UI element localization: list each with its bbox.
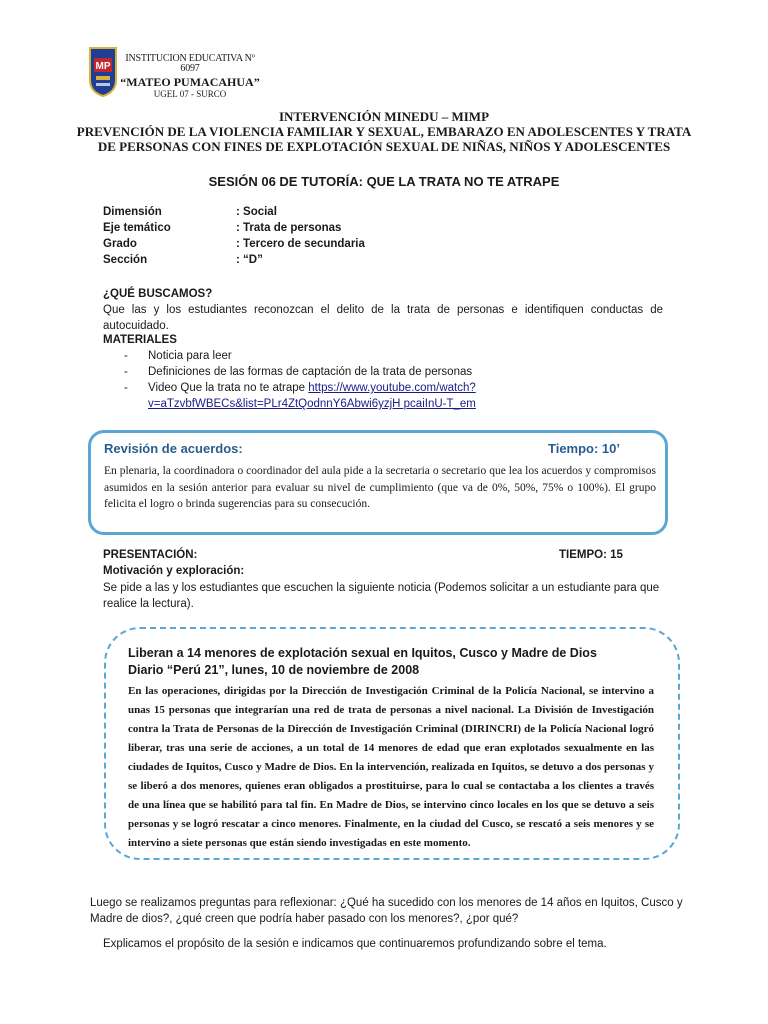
title-line-2: PREVENCIÓN DE LA VIOLENCIA FAMILIAR Y SEXUAL, EMBARAZO EN ADOLESCENTES Y TRATA (76, 124, 692, 139)
reflection-line1: Luego se realizamos preguntas para reflexionar: ¿Qué ha sucedido con los menores de 14 años en Iquitos, Cusco y (90, 897, 683, 909)
info-label-axis: Eje temático (103, 222, 171, 234)
school-line1: INSTITUCION EDUCATIVA Nº 6097 (125, 53, 255, 74)
presentation-sub: Motivación y exploración: (103, 565, 245, 577)
agreements-title: Revisión de acuerdos: (104, 441, 243, 456)
goal-text-line2: autocuidado. (103, 320, 169, 332)
info-label-dimension: Dimensión (103, 206, 162, 218)
material-item-2: Definiciones de las formas de captación de la trata de personas (148, 366, 473, 378)
list-item: - Definiciones de las formas de captación de la trata de personas (124, 366, 473, 378)
logo-letters: MP (95, 61, 111, 72)
school-header (120, 54, 260, 99)
agreements-text: En plenaria, la coordinadora o coordinador del aula pide a la secretaria o secretario que lea los acuerdos y compromisos asumidos en la sesión anterior para evaluar su nivel de cumplimiento (que va de 0%, 50%, 75% o 100%). El grupo felicita el logro o brinda sugerencias para su consecución. (104, 465, 656, 510)
info-label-section: Sección (103, 254, 148, 266)
news-source: Diario “Perú 21”, lunes, 10 de noviembre de 2008 (128, 663, 420, 677)
materials-list (118, 348, 638, 412)
list-item: - Video Que la trata no te atrape https://www.youtube.com/watch? (124, 382, 476, 394)
document-title (60, 109, 708, 154)
reflection-line2: Madre de dios?, ¿qué creen que podría haber pasado con los menores?, ¿por qué? (90, 913, 519, 925)
info-value-section: : “D” (236, 254, 263, 266)
goal-heading: ¿QUÉ BUSCAMOS? (103, 288, 213, 300)
list-item: - Noticia para leer (124, 350, 232, 362)
video-link-part1[interactable]: https://www.youtube.com/watch? (308, 382, 476, 394)
school-logo-icon (88, 46, 118, 98)
title-line-1: INTERVENCIÓN MINEDU – MIMP (278, 109, 490, 124)
info-value-axis: : Trata de personas (236, 222, 342, 234)
materials-heading: MATERIALES (103, 334, 177, 346)
session-title: SESIÓN 06 DE TUTORÍA: QUE LA TRATA NO TE ATRAPE (208, 174, 560, 189)
goal-text-line1: Que las y los estudiantes reconozcan el delito de la trata de personas e identifiquen conductas de (103, 304, 663, 316)
material-item-1: Noticia para leer (148, 350, 232, 362)
title-line-3: DE PERSONAS CON FINES DE EXPLOTACIÓN SEXUAL DE NIÑAS, NIÑOS Y ADOLESCENTES (97, 139, 671, 154)
presentation-text-line2: realice la lectura). (103, 598, 194, 610)
school-ugel: UGEL 07 - SURCO (153, 89, 227, 99)
info-value-grade: : Tercero de secundaria (236, 238, 365, 250)
video-link-part2[interactable]: v=aTzvbfWBECs&list=PLr4ZtQodnnY6Abwi6yzjH pcaiInU-T_em (148, 398, 476, 410)
closing-text: Explicamos el propósito de la sesión e indicamos que continuaremos profundizando sobre el tema. (103, 938, 607, 950)
school-name: “MATEO PUMACAHUA” (120, 75, 260, 89)
info-label-grade: Grado (103, 238, 137, 250)
presentation-text-line1: Se pide a las y los estudiantes que escuchen la siguiente noticia (Podemos solicitar a un estudiante para que (103, 582, 660, 594)
presentation-heading: PRESENTACIÓN: (103, 549, 198, 561)
news-body: En las operaciones, dirigidas por la Dirección de Investigación Criminal de la Policía Nacional, se intervino a unas 15 personas que integrarían una red de trata de personas a nivel nacional. La División de Investigación contra la Trata de Personas de la Dirección de Investigación Criminal (DIRINCRI) de la Policía Nacional logró liberar, tras una serie de acciones, a un total de 14 menores de edad que eran explotados sexualmente en las ciudades de Iquitos, Cusco y Madre de Dios. En la intervención, realizada en Iquitos, se detuvo a dos personas y se liberó a dos menores, quienes eran obligados a prostituirse, para lo cual se contactaba a los clientes a través de una línea que se habilitó para tal fin. En Madre de Dios, se intervino cinco locales en los que se detuvo a seis personas y se logró rescatar a cinco menores. Finalmente, en la ciudad del Cusco, se rescató a seis menores y se intervino a siete personas que están siendo investigadas en este momento. (128, 685, 654, 849)
presentation-time: TIEMPO: 15 (559, 549, 623, 561)
info-value-dimension: : Social (236, 206, 277, 218)
material-item-3: Video Que la trata no te atrape (148, 382, 306, 394)
list-item (118, 396, 638, 412)
news-title: Liberan a 14 menores de explotación sexual en Iquitos, Cusco y Madre de Dios (128, 646, 597, 660)
agreements-time: Tiempo: 10’ (548, 441, 621, 456)
